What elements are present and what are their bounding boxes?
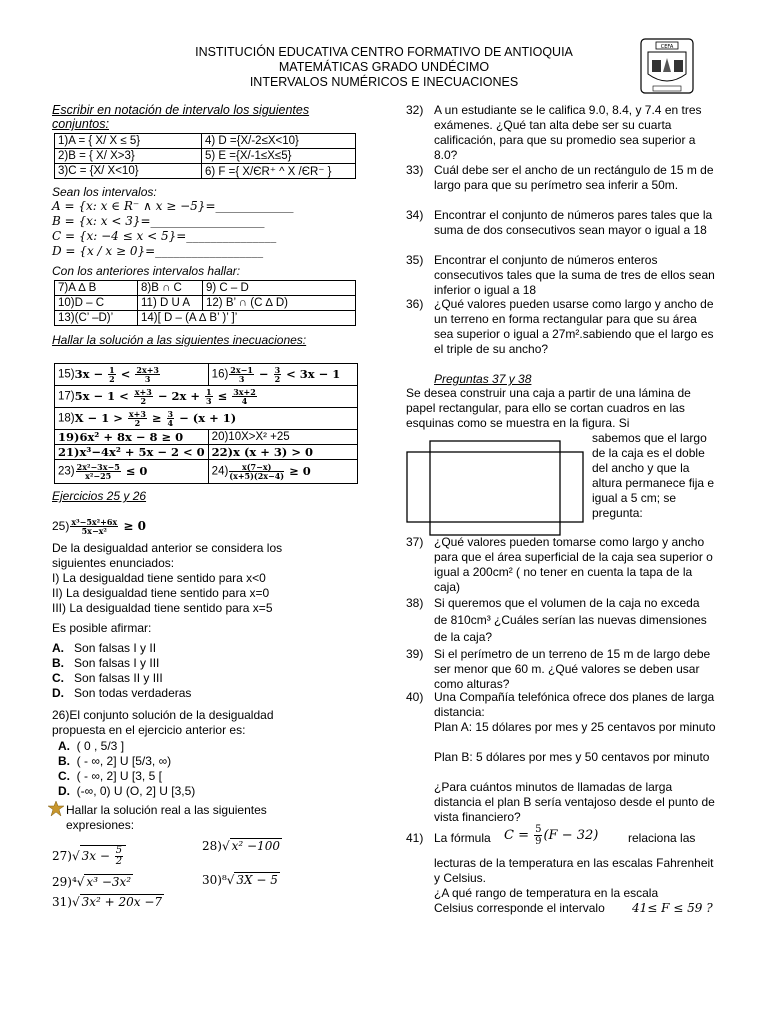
question-26: 26)El conjunto solución de la desigualdad	[52, 708, 274, 722]
ineq-24: 24)	[211, 465, 229, 478]
option-letter: B.	[52, 656, 64, 670]
ineq-18: 18)	[58, 412, 75, 425]
sec5-intro: De la desigualdad anterior se considera los	[52, 541, 283, 555]
problem-41-text-b: relaciona las	[628, 831, 696, 845]
op-cell: 14)[ D – (A ∆ B’ )’ ]’	[138, 311, 356, 326]
interval-c: C = {x: −4 ≤ x < 5}=_______________	[52, 229, 277, 243]
sec1-title-cont: conjuntos:	[52, 117, 109, 131]
problem-41-text: La fórmula	[434, 831, 491, 845]
ineq-16: 16)	[211, 368, 229, 381]
seal-text: CEFA	[660, 44, 674, 50]
box-side-text: sabemos que el largo de la caja es el doble del ancho y que la altura permanece fija e igual a 5 cm; se pregunta:	[592, 431, 715, 520]
op-cell: 8)B ∩ C	[138, 281, 203, 296]
sec4-title: Hallar la solución a las siguientes inecuaciones:	[52, 333, 307, 347]
school-seal-icon	[638, 38, 696, 94]
set-cell: 3)C = {X/ X<10}	[55, 164, 202, 179]
radical-29: 29)	[52, 875, 72, 889]
option-letter: D.	[58, 784, 70, 798]
problem-41-text-d: ¿A qué rango de temperatura en la escala Celsius corresponde el intervalo	[434, 886, 659, 915]
op-cell: 13)(C’ –D)’	[55, 311, 138, 326]
sets-table	[54, 133, 356, 179]
statement-2: II) La desigualdad tiene sentido para x=0	[52, 586, 270, 600]
ineq-22: 22)x (x + 3) > 0	[208, 445, 357, 460]
interval-b: B = {x: x < 3}=___________________	[52, 214, 265, 228]
op-cell: 10)D – C	[55, 296, 138, 311]
question-ask: Es posible afirmar:	[52, 621, 152, 635]
star-bullet-icon	[48, 801, 64, 817]
ineq-15: 15)	[58, 368, 75, 381]
option-letter: C.	[52, 671, 64, 685]
sec2-title: Sean los intervalos:	[52, 185, 157, 199]
problems-37-38-title: Preguntas 37 y 38	[434, 372, 532, 386]
sec3-title: Con los anteriores intervalos hallar:	[52, 264, 241, 278]
page-title: INTERVALOS NUMÉRICOS E INECUACIONES	[249, 75, 519, 89]
radicals-title-cont: expresiones:	[66, 818, 135, 832]
ineq-23: 23)	[58, 465, 75, 478]
ineq-25: 25)	[52, 519, 70, 533]
radical-30: 30)	[202, 873, 222, 887]
answer-c: ( - ∞, 2] U [3, 5 [	[76, 769, 162, 783]
set-cell: 1)A = { X/ X ≤ 5}	[55, 134, 202, 149]
option-letter: D.	[52, 686, 64, 700]
radical-28: 28)	[202, 839, 222, 853]
box-net-figure	[404, 438, 588, 538]
answer-b: ( - ∞, 2] U [5/3, ∞)	[76, 754, 172, 768]
op-cell: 11) D U A	[138, 296, 203, 311]
statement-3: III) La desigualdad tiene sentido para x=5	[52, 601, 273, 615]
problem-41-text-c: lecturas de la temperatura en las escalas Fahrenheit y Celsius.	[434, 856, 714, 885]
course-name: MATEMÁTICAS GRADO UNDÉCIMO	[278, 60, 490, 74]
statement-1: I) La desigualdad tiene sentido para x<0	[52, 571, 266, 585]
radical-31: 31)	[52, 895, 72, 909]
set-cell: 2)B = { X/ X>3}	[55, 149, 202, 164]
ineq-20: 20)10X>X² +25	[208, 430, 357, 445]
option-letter: A.	[52, 641, 64, 655]
problem-41-number: 41)	[406, 831, 424, 845]
set-cell: 6) F ={ X/ЄR⁺ ^ X /ЄR⁻ }	[202, 164, 356, 179]
plan-a: Plan A: 15 dólares por mes y 25 centavos por minuto	[434, 720, 716, 734]
problem-40-question: ¿Para cuántos minutos de llamadas de larga distancia el plan B sería ventajoso desde el punto de vista financiero?	[434, 780, 715, 824]
op-cell: 12) B’ ∩ (C ∆ D)	[203, 296, 356, 311]
op-cell: 9) C – D	[203, 281, 356, 296]
option-b: Son falsas I y III	[74, 656, 160, 670]
op-cell: 7)A ∆ B	[55, 281, 138, 296]
radicals-title: Hallar la solución real a las siguientes	[66, 803, 267, 817]
plan-b: Plan B: 5 dólares por mes y 50 centavos por minuto	[434, 750, 710, 764]
option-a: Son falsas I y II	[74, 641, 157, 655]
inequalities-table: 15)3x − $\frac{1}{2}$ < $\frac{2x+3}{3}$ 16) $\frac{2x-1}{3}$ − $\frac{3}{2}$ < 3x − 1 17)5x − 1 < $\frac{x+3}{2}$ − 2x + $\frac{1}{3}$ ≤ $\frac{3x+2}{4}$ 18)X − 1 > $\frac{x+3}{2}$ ≥ $\frac{3}{4}$ − (x + 1) 19)6x² + 8x − 8 ≥ 0 20)10X>X² +25 21)x³−4x² + 5x − 2 < 0 22)x (x + 3) > 0 23) $\frac{\text{2x²−3x−5}}{\text{x²−25}}$ ≤ 0 24) $\frac{x(7-x)}{(x+5)(2x-4)}$ ≥ 0	[54, 363, 358, 484]
radical-27: 27)	[52, 849, 72, 863]
option-letter: B.	[58, 754, 70, 768]
answer-a: ( 0 , 5/3 ]	[76, 739, 125, 753]
school-name: INSTITUCIÓN EDUCATIVA CENTRO FORMATIVO DE ANTIOQUIA	[195, 45, 573, 59]
interval-d: D = {x / x ≥ 0}=__________________	[52, 244, 264, 258]
option-letter: C.	[58, 769, 70, 783]
ineq-21: 21)x³−4x² + 5x − 2 < 0	[55, 445, 209, 460]
option-letter: A.	[58, 739, 70, 753]
sec5-title: Ejercicios 25 y 26	[52, 489, 147, 503]
ineq-19: 19)6x² + 8x − 8 ≥ 0	[55, 430, 209, 445]
answer-d: (-∞, 0) U (O, 2] U [3,5)	[76, 784, 196, 798]
option-d: Son todas verdaderas	[74, 686, 192, 700]
option-c: Son falsas II y III	[74, 671, 163, 685]
ineq-17: 17)	[58, 390, 75, 403]
operations-table	[54, 280, 356, 326]
box-intro: Se desea construir una caja a partir de una lámina de papel rectangular, para ello se cortan cuadros en las esquinas como se muestra en la figura. Si	[406, 386, 691, 430]
question-26-cont: propuesta en el ejercicio anterior es:	[52, 723, 246, 737]
interval-a: A = {x: x ∈ R⁻ ∧ x ≥ −5}=_____________	[52, 199, 294, 213]
set-cell: 4) D ={X/-2≤X<10}	[202, 134, 356, 149]
sec5-intro-cont: siguientes enunciados:	[52, 556, 175, 570]
sec1-title: Escribir en notación de intervalo los siguientes	[52, 103, 310, 117]
set-cell: 5) E ={X/-1≤X≤5}	[202, 149, 356, 164]
